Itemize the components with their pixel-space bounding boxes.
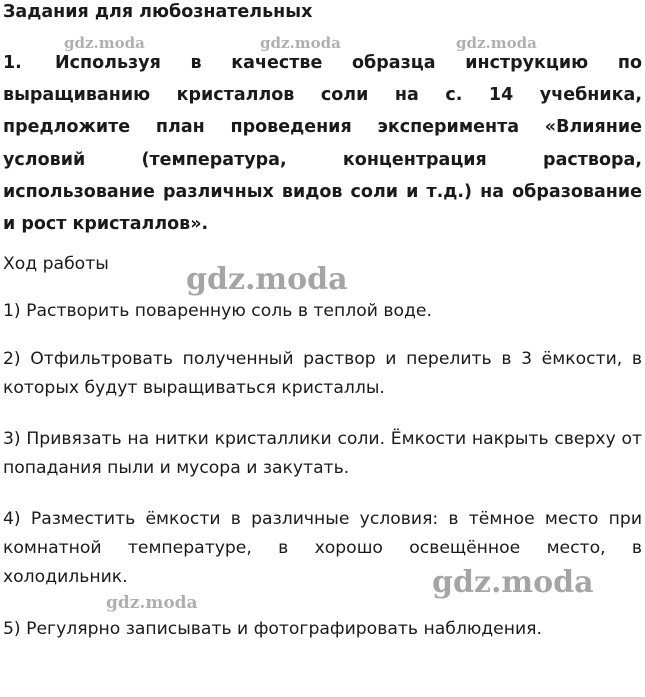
step-item: 5) Регулярно записывать и фотографировать наблюдения. [3,619,542,639]
watermark: gdz.moda [260,34,341,52]
work-title: Ход работы [3,254,109,274]
watermark: gdz.moda [186,262,348,297]
step-item: 4) Разместить ёмкости в различные условия: в тёмное место при комнатной температуре, в хорошо освещённое место, в холодильник. [3,509,642,587]
task-number: 1. [3,53,22,73]
watermark: gdz.moda [106,593,198,613]
step-item: 3) Привязать на нитки кристаллики соли. Ёмкости накрыть сверху от попадания пыли и мусора и закутать. [3,429,642,478]
task-text [3,47,642,240]
step-item: 1) Растворить поваренную соль в теплой воде. [3,301,432,321]
section-heading: Задания для любознательных [3,2,313,22]
watermark: gdz.moda [64,34,145,52]
task-body: Используя в качестве образца инструкцию по выращиванию кристаллов соли на с. 14 учебника, предложите план проведения эксперимента «Влияние условий (температура, концентрация раствора, использование различных видов соли и т.д.) на образование и рост кристаллов». [3,53,642,235]
step-item: 2) Отфильтровать полученный раствор и перелить в 3 ёмкости, в которых будут выращиваться кристаллы. [3,349,642,398]
watermark: gdz.moda [456,34,537,52]
watermark: gdz.moda [432,565,594,600]
